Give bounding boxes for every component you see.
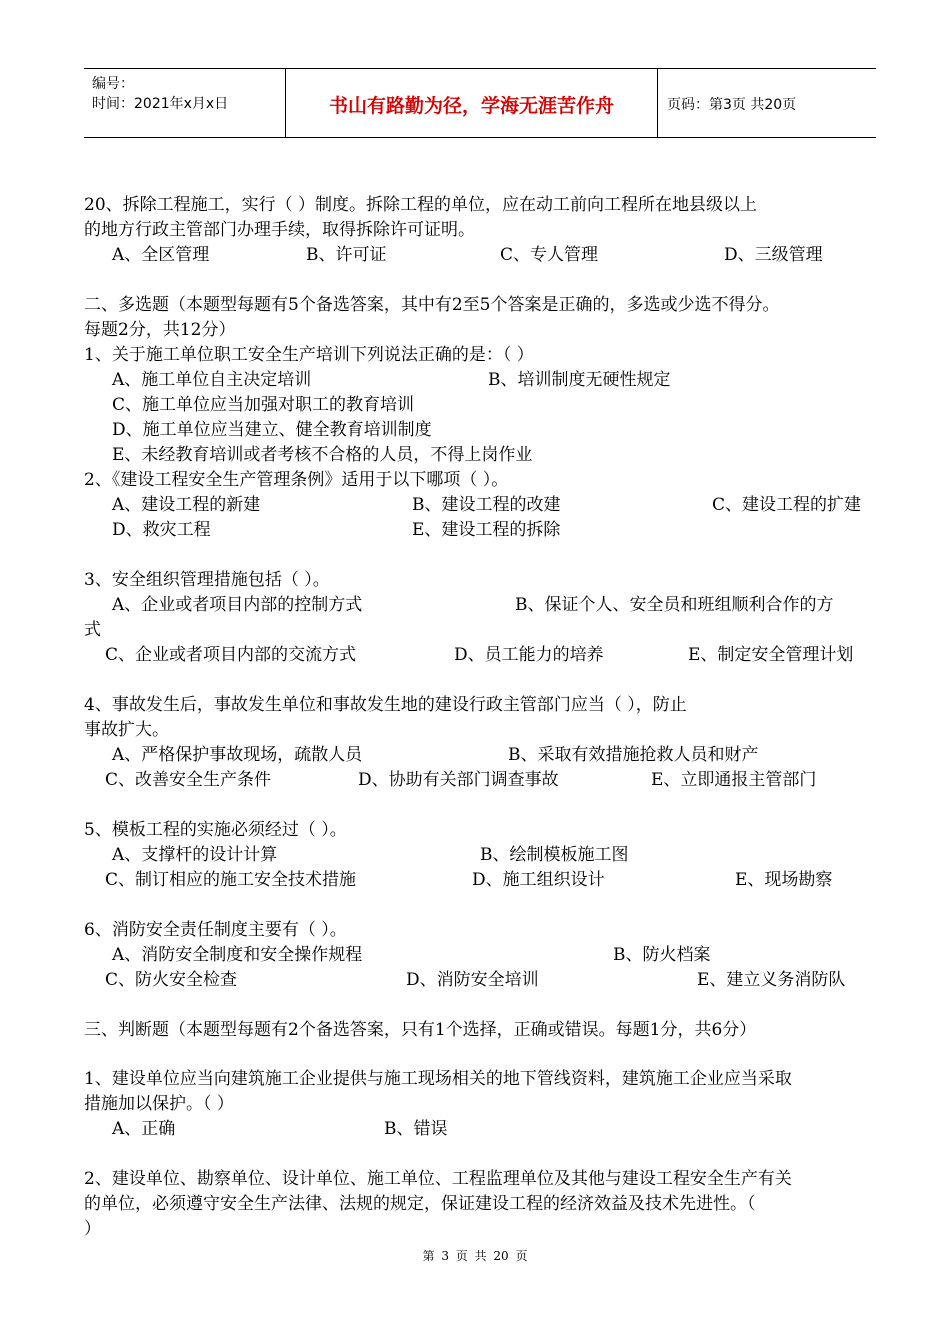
m5-option-e: E、现场勘察 [735,870,833,890]
m4-option-e: E、立即通报主管部门 [651,770,817,790]
m3-option-c: C、企业或者项目内部的交流方式 [105,645,357,665]
m4-stem-line2: 事故扩大。 [84,720,169,740]
m1-option-c: C、施工单位应当加强对职工的教育培训 [112,395,415,415]
m3-option-e: E、制定安全管理计划 [688,645,854,665]
m5-option-c: C、制订相应的施工安全技术措施 [105,870,357,890]
j1-option-b: B、错误 [384,1119,448,1139]
j2-stem-line1: 2、建设单位、勘察单位、设计单位、施工单位、工程监理单位及其他与建设工程安全生产有关 [84,1169,792,1189]
m3-stem: 3、安全组织管理措施包括（ ）。 [84,570,330,590]
m2-option-c: C、建设工程的扩建 [712,495,862,515]
m4-stem-line1: 4、事故发生后，事故发生单位和事故发生地的建设行政主管部门应当（ ），防止 [84,695,687,715]
serial-number-label: 编号： [92,76,134,92]
m2-stem: 2、《建设工程安全生产管理条例》适用于以下哪项（ ）。 [84,470,509,490]
header-motto-cell [285,69,658,137]
m6-option-e: E、建立义务消防队 [697,970,846,990]
m6-option-a: A、消防安全制度和安全操作规程 [112,945,363,965]
q20-stem-line2: 的地方行政主管部门办理手续，取得拆除许可证明。 [84,220,475,240]
m5-option-a: A、支撑杆的设计计算 [112,845,278,865]
m4-option-b: B、采取有效措施抢救人员和财产 [508,745,759,765]
j1-stem-line1: 1、建设单位应当向建筑施工企业提供与施工现场相关的地下管线资料，建筑施工企业应当采取 [84,1069,792,1089]
m1-stem: 1、关于施工单位职工安全生产培训下列说法正确的是：（ ） [84,345,534,365]
m4-option-d: D、协助有关部门调查事故 [358,770,559,790]
m2-option-b: B、建设工程的改建 [412,495,561,515]
m3-option-b: B、保证个人、安全员和班组顺利合作的方 [515,595,834,615]
m1-option-d: D、施工单位应当建立、健全教育培训制度 [112,420,432,440]
q20-option-a: A、全区管理 [112,245,210,265]
m5-option-d: D、施工组织设计 [472,870,605,890]
j2-stem-line2: 的单位，必须遵守安全生产法律、法规的规定，保证建设工程的经济效益及技术先进性。（ [84,1194,756,1214]
m2-option-a: A、建设工程的新建 [112,495,261,515]
j2-stem-line3: ） [84,1219,101,1239]
m6-stem: 6、消防安全责任制度主要有（ ）。 [84,920,347,940]
m4-option-c: C、改善安全生产条件 [105,770,272,790]
section2-title-line2: 每题2分，共12分） [84,320,236,340]
m6-option-c: C、防火安全检查 [105,970,238,990]
m1-option-b: B、培训制度无硬性规定 [488,370,671,390]
date-label: 时间：2021年x月x日 [92,96,229,112]
q20-stem-line1: 20、拆除工程施工，实行（ ）制度。拆除工程的单位，应在动工前向工程所在地县级以上 [84,195,758,215]
m2-option-e: E、建设工程的拆除 [412,520,561,540]
m1-option-a: A、施工单位自主决定培训 [112,370,312,390]
section2-title-line1: 二、多选题（本题型每题有5个备选答案，其中有2至5个答案是正确的，多选或少选不得分。 [84,295,780,315]
m2-option-d: D、救灾工程 [112,520,211,540]
q20-option-c: C、专人管理 [500,245,599,265]
m3-option-a: A、企业或者项目内部的控制方式 [112,595,363,615]
section3-title: 三、判断题（本题型每题有2个备选答案，只有1个选择，正确或错误。每题1分，共6分） [84,1020,757,1040]
page-footer: 第 3 页 共 20 页 [422,1249,528,1263]
m4-option-a: A、严格保护事故现场，疏散人员 [112,745,363,765]
page-header [84,68,876,138]
m3-option-d: D、员工能力的培养 [454,645,604,665]
m3-option-b-wrap: 式 [84,620,101,640]
header-left-cell [84,69,284,137]
motto-text: 书山有路勤为径，学海无涯苦作舟 [328,95,614,117]
m1-option-e: E、未经教育培训或者考核不合格的人员，不得上岗作业 [112,445,533,465]
m6-option-d: D、消防安全培训 [406,970,539,990]
j1-option-a: A、正确 [112,1119,176,1139]
m6-option-b: B、防火档案 [613,945,711,965]
q20-option-d: D、三级管理 [724,245,823,265]
q20-option-b: B、许可证 [306,245,387,265]
m5-stem: 5、模板工程的实施必须经过（ ）。 [84,820,347,840]
j1-stem-line2: 措施加以保护。（ ） [84,1094,234,1114]
m5-option-b: B、绘制模板施工图 [480,845,629,865]
page-code-label: 页码：第3页 共20页 [667,97,797,113]
header-right-cell [657,69,876,137]
